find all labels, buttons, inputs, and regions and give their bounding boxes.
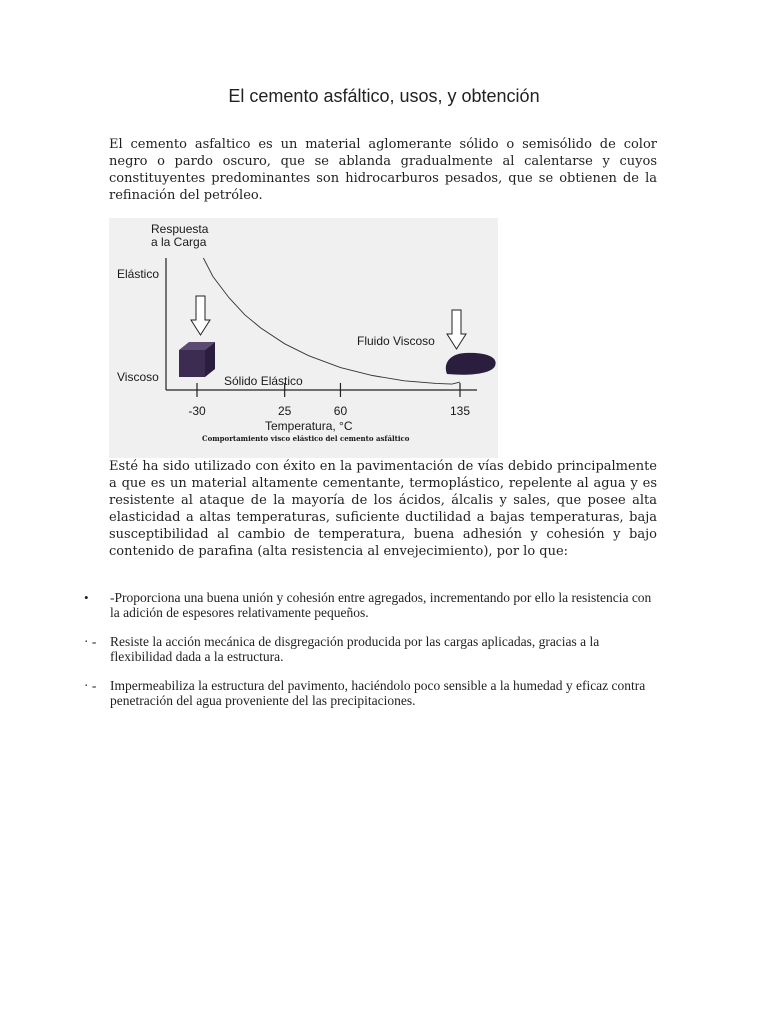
x-tick-label: 25 xyxy=(277,404,292,418)
y-label-viscous: Viscoso xyxy=(117,370,159,384)
x-tick-label: 135 xyxy=(449,404,471,418)
list-item xyxy=(84,590,658,620)
list-item-text: Impermeabiliza la estructura del pavimento, haciéndolo poco sensible a la humedad y eficaz contra penetración del agua proveniente del las precipitaciones. xyxy=(110,678,646,708)
list-item xyxy=(84,678,658,708)
solid-label: Sólido Elástico xyxy=(224,374,303,388)
arrow-down-icon-left xyxy=(191,296,210,335)
y-axis-title-line1: Respuesta xyxy=(151,222,209,236)
x-tick-label: 60 xyxy=(333,404,348,418)
x-tick-label: -30 xyxy=(188,404,206,418)
x-ticks xyxy=(188,383,470,418)
arrow-down-icon-right xyxy=(447,310,466,349)
bullet-mark: · - xyxy=(84,678,97,693)
chart-caption: Comportamiento visco elástico del cemento asfáltico xyxy=(202,434,410,443)
solid-cube-icon xyxy=(179,342,215,377)
intro-paragraph: El cemento asfaltico es un material aglomerante sólido o semisólido de color negro o pardo oscuro, que se ablanda gradualmente al calentarse y cuyos constituyentes predominantes son hidrocarburos pesados, que se obtienen de la refinación del petróleo. xyxy=(109,137,657,203)
list-item xyxy=(84,634,658,664)
fluid-label: Fluido Viscoso xyxy=(357,334,435,348)
fluid-blob-icon xyxy=(446,353,496,375)
list-item-text: -Proporciona una buena unión y cohesión entre agregados, incrementando por ello la resistencia con la adición de espesores relativamente pequeños. xyxy=(110,590,652,620)
y-axis-title-line2: a la Carga xyxy=(151,235,207,249)
x-axis-title: Temperatura, °C xyxy=(265,419,353,433)
response-curve xyxy=(203,258,460,384)
viscoelastic-chart xyxy=(109,218,498,458)
bullet-mark: · - xyxy=(84,634,97,649)
list-item-text: Resiste la acción mecánica de disgregación producida por las cargas aplicadas, gracias a la flexibilidad dada a la estructura. xyxy=(110,634,600,664)
document-title: El cemento asfáltico, usos, y obtención xyxy=(228,86,540,106)
chart-svg xyxy=(109,218,498,458)
body-paragraph: Esté ha sido utilizado con éxito en la pavimentación de vías debido principalmente a que es un material altamente cementante, termoplástico, repelente al agua y es resistente al ataque de la mayoría de los ácidos, álcalis y sales, que posee alta elasticidad a altas temperaturas, suficiente ductilidad a bajas temperaturas, baja susceptibilidad al cambio de temperatura, buena adhesión y cohesión y bajo contenido de parafina (alta resistencia al envejecimiento), por lo que: xyxy=(109,459,657,559)
y-label-elastic: Elástico xyxy=(117,267,160,281)
bullet-mark: • xyxy=(84,590,89,605)
properties-list xyxy=(84,590,658,722)
